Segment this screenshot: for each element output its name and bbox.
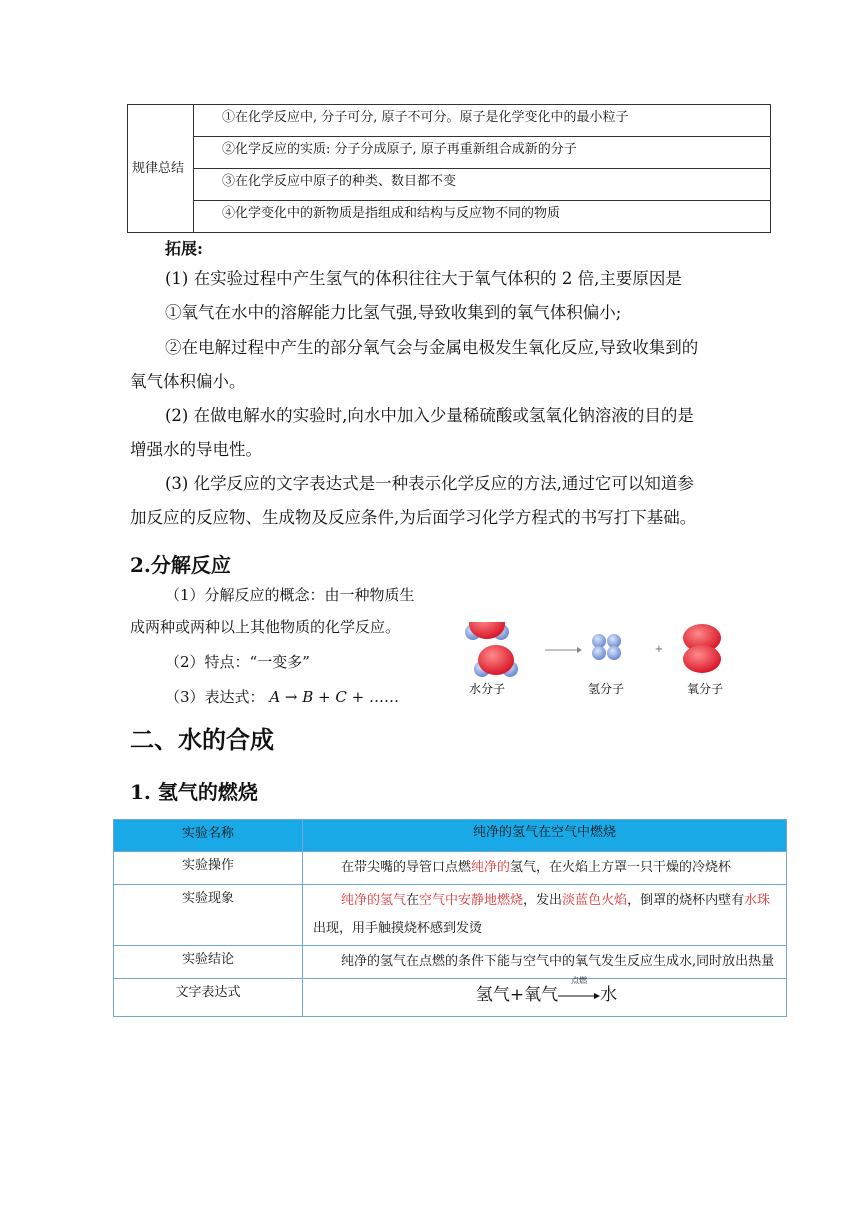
decomposition-heading: 2.分解反应 bbox=[130, 553, 231, 577]
op-value: 在带尖嘴的导管口点燃纯净的氢气，在火焰上方罩一只干燥的冷烧杯 bbox=[303, 852, 787, 885]
decomp-concept-b: 成两种或两种以上其他物质的化学反应。 bbox=[130, 618, 401, 636]
decomposition-diagram bbox=[455, 622, 745, 702]
phenomenon-key: 实验现象 bbox=[114, 885, 303, 946]
ext-p2-b: 增强水的导电性。 bbox=[130, 440, 262, 459]
head-key: 实验名称 bbox=[114, 820, 303, 852]
reaction-arrow-icon bbox=[558, 975, 600, 1000]
ext-p1-b: ①氧气在水中的溶解能力比氢气强,导致收集到的氧气体积偏小; bbox=[165, 303, 622, 322]
rules-summary-table bbox=[127, 104, 771, 233]
oxygen-molecule-icon bbox=[683, 624, 721, 673]
rule-row-3: ③在化学反应中原子的种类、数目都不变 bbox=[194, 169, 771, 201]
ext-p3-b: 加反应的反应物、生成物及反应条件,为后面学习化学方程式的书写打下基础。 bbox=[130, 508, 697, 527]
decomp-expression-row bbox=[165, 684, 399, 710]
decomp-concept-a: （1）分解反应的概念：由一种物质生 bbox=[165, 586, 415, 604]
combustion-table bbox=[113, 819, 787, 1017]
ext-p1-d: 氧气体积偏小。 bbox=[130, 372, 246, 391]
decomp-feature: （2）特点：“一变多” bbox=[165, 653, 310, 671]
hydrogen-label: 氢分子 bbox=[587, 682, 625, 696]
water-label: 水分子 bbox=[468, 682, 506, 696]
ext-p1-c: ②在电解过程中产生的部分氧气会与金属电极发生氧化反应,导致收集到的 bbox=[165, 338, 699, 357]
equation-key: 文字表达式 bbox=[114, 979, 303, 1017]
equation-left: 氢气+氧气 bbox=[475, 985, 559, 1005]
op-key: 实验操作 bbox=[114, 852, 303, 885]
hydrogen-molecule-icon bbox=[592, 634, 621, 660]
water-molecule-icon bbox=[474, 645, 518, 677]
expression-formula: A → B + C + …… bbox=[269, 688, 399, 706]
ext-p1-a: (1) 在实验过程中产生氢气的体积往往大于氧气体积的 2 倍,主要原因是 bbox=[165, 269, 682, 288]
section-title: 二、水的合成 bbox=[130, 725, 274, 754]
oxygen-label: 氧分子 bbox=[686, 682, 724, 696]
rules-label: 规律总结 bbox=[128, 105, 194, 233]
rule-row-1: ①在化学反应中, 分子可分, 原子不可分。原子是化学变化中的最小粒子 bbox=[194, 105, 771, 137]
water-molecule-icon bbox=[465, 622, 509, 640]
equation-value bbox=[303, 975, 787, 1017]
plus-sign: + bbox=[654, 644, 664, 655]
expression-label: （3）表达式： bbox=[165, 688, 265, 706]
conclusion-value: 纯净的氢气在点燃的条件下能与空气中的氧气发生反应生成水,同时放出热量 bbox=[303, 946, 787, 979]
ext-p3-a: (3) 化学反应的文字表达式是一种表示化学反应的方法,通过它可以知道参 bbox=[165, 474, 694, 493]
rule-row-2: ②化学反应的实质: 分子分成原子, 原子再重新组合成新的分子 bbox=[194, 137, 771, 169]
equation-condition: 点燃 bbox=[571, 975, 588, 985]
phenomenon-value: 纯净的氢气在空气中安静地燃烧，发出淡蓝色火焰，倒罩的烧杯内壁有水珠出现，用手触摸烧杯感到发烫 bbox=[303, 885, 787, 946]
conclusion-key: 实验结论 bbox=[114, 946, 303, 979]
subsection-title: 1. 氢气的燃烧 bbox=[130, 780, 258, 804]
ext-p2-a: (2) 在做电解水的实验时,向水中加入少量稀硫酸或氢氧化钠溶液的目的是 bbox=[165, 406, 694, 425]
extension-title: 拓展: bbox=[165, 239, 203, 258]
head-value: 纯净的氢气在空气中燃烧 bbox=[303, 820, 787, 852]
equation-right: 水 bbox=[600, 985, 618, 1005]
rule-row-4: ④化学变化中的新物质是指组成和结构与反应物不同的物质 bbox=[194, 201, 771, 233]
